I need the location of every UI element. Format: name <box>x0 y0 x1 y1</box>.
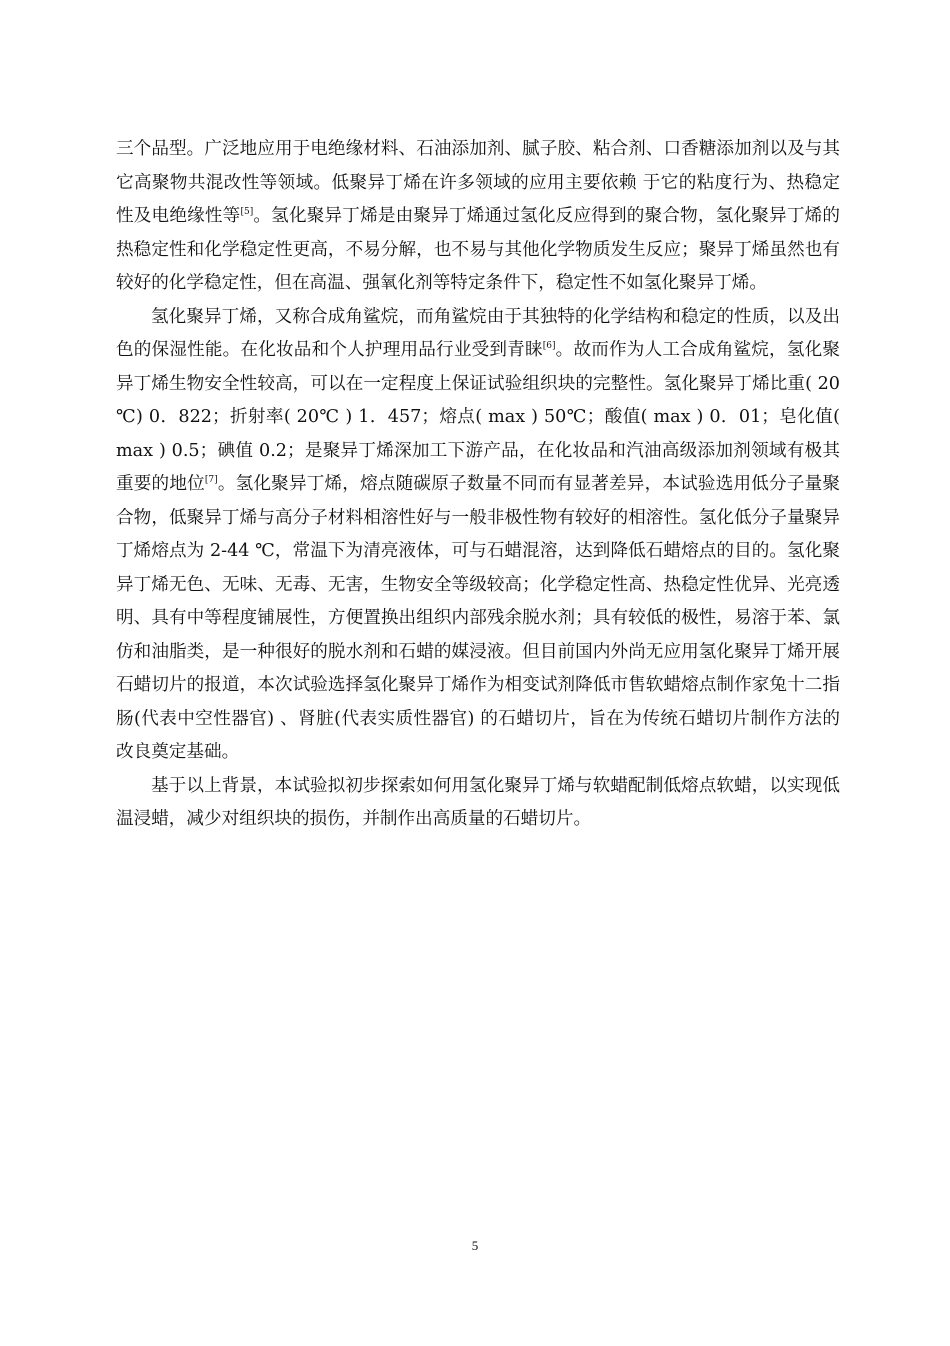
citation-ref: [7] <box>204 475 218 486</box>
page-number: 5 <box>471 1238 479 1253</box>
paragraph-3 <box>116 770 840 837</box>
text-run: 基于以上背景，本试验拟初步探索如何用氢化聚异丁烯与软蜡配制低熔点软蜡，以实现低温浸蜡，减少对组织块的损伤，并制作出高质量的石蜡切片。 <box>116 775 840 829</box>
text-run: 。氢化聚异丁烯，熔点随碳原子数量不同而有显著差异，本试验选用低分子量聚合物，低聚异丁烯与高分子材料相溶性好与一般非极性物有较好的相溶性。氢化低分子量聚异丁烯熔点为 2-44 ℃，常温下为清亮液体，可与石蜡混溶，达到降低石蜡熔点的目的。氢化聚异丁烯无色、无味、无毒、无害，生物安全等级较高；化学稳定性高、热稳定性优异、光亮透明、具有中等程度铺展性，方便置换出组织内部残余脱水剂；具有较低的极性，易溶于苯、氯仿和油脂类，是一种很好的脱水剂和石蜡的媒浸液。但目前国内外尚无应用氢化聚异丁烯开展石蜡切片的报道，本次试验选择氢化聚异丁烯作为相变试剂降低市售软蜡熔点制作家兔十二指肠(代表中空性器官) 、肾脏(代表实质性器官) 的石蜡切片，旨在为传统石蜡切片制作方法的改良奠定基础。 <box>116 474 840 762</box>
text-run: 。故而作为人工合成角鲨烷，氢化聚异丁烯生物安全性较高，可以在一定程度上保证试验组织块的完整性。氢化聚异丁烯比重( 20 ℃) 0．822；折射率( 20℃ ) 1．457；熔点( max ) 50℃；酸值( max ) 0．01；皂化值( max ) 0.5；碘值 0.2；是聚异丁烯深加工下游产品，在化妆品和汽油高级添加剂领域有极其重要的地位 <box>116 340 840 494</box>
text-run: 。氢化聚异丁烯是由聚异丁烯通过氢化反应得到的聚合物，氢化聚异丁烯的热稳定性和化学稳定性更高，不易分解，也不易与其他化学物质发生反应；聚异丁烯虽然也有较好的化学稳定性，但在高温、强氧化剂等特定条件下，稳定性不如氢化聚异丁烯。 <box>116 206 840 293</box>
text-run: 三个品型。广泛地应用于电绝缘材料、石油添加剂、腻子胶、粘合剂、口香糖添加剂以及与其它高聚物共混改性等领域。低聚异丁烯在许多领域的应用主要依赖 于它的粘度行为、热稳定性及电绝缘性等 <box>116 139 840 226</box>
citation-ref: [6] <box>542 341 556 352</box>
text-run: 氢化聚异丁烯，又称合成角鲨烷，而角鲨烷由于其独特的化学结构和稳定的性质，以及出色的保湿性能。在化妆品和个人护理用品行业受到青睐 <box>116 306 840 360</box>
paragraph-2 <box>116 301 840 770</box>
citation-ref: [5] <box>240 207 254 218</box>
paragraph-1 <box>116 133 840 301</box>
body-text <box>116 133 840 837</box>
